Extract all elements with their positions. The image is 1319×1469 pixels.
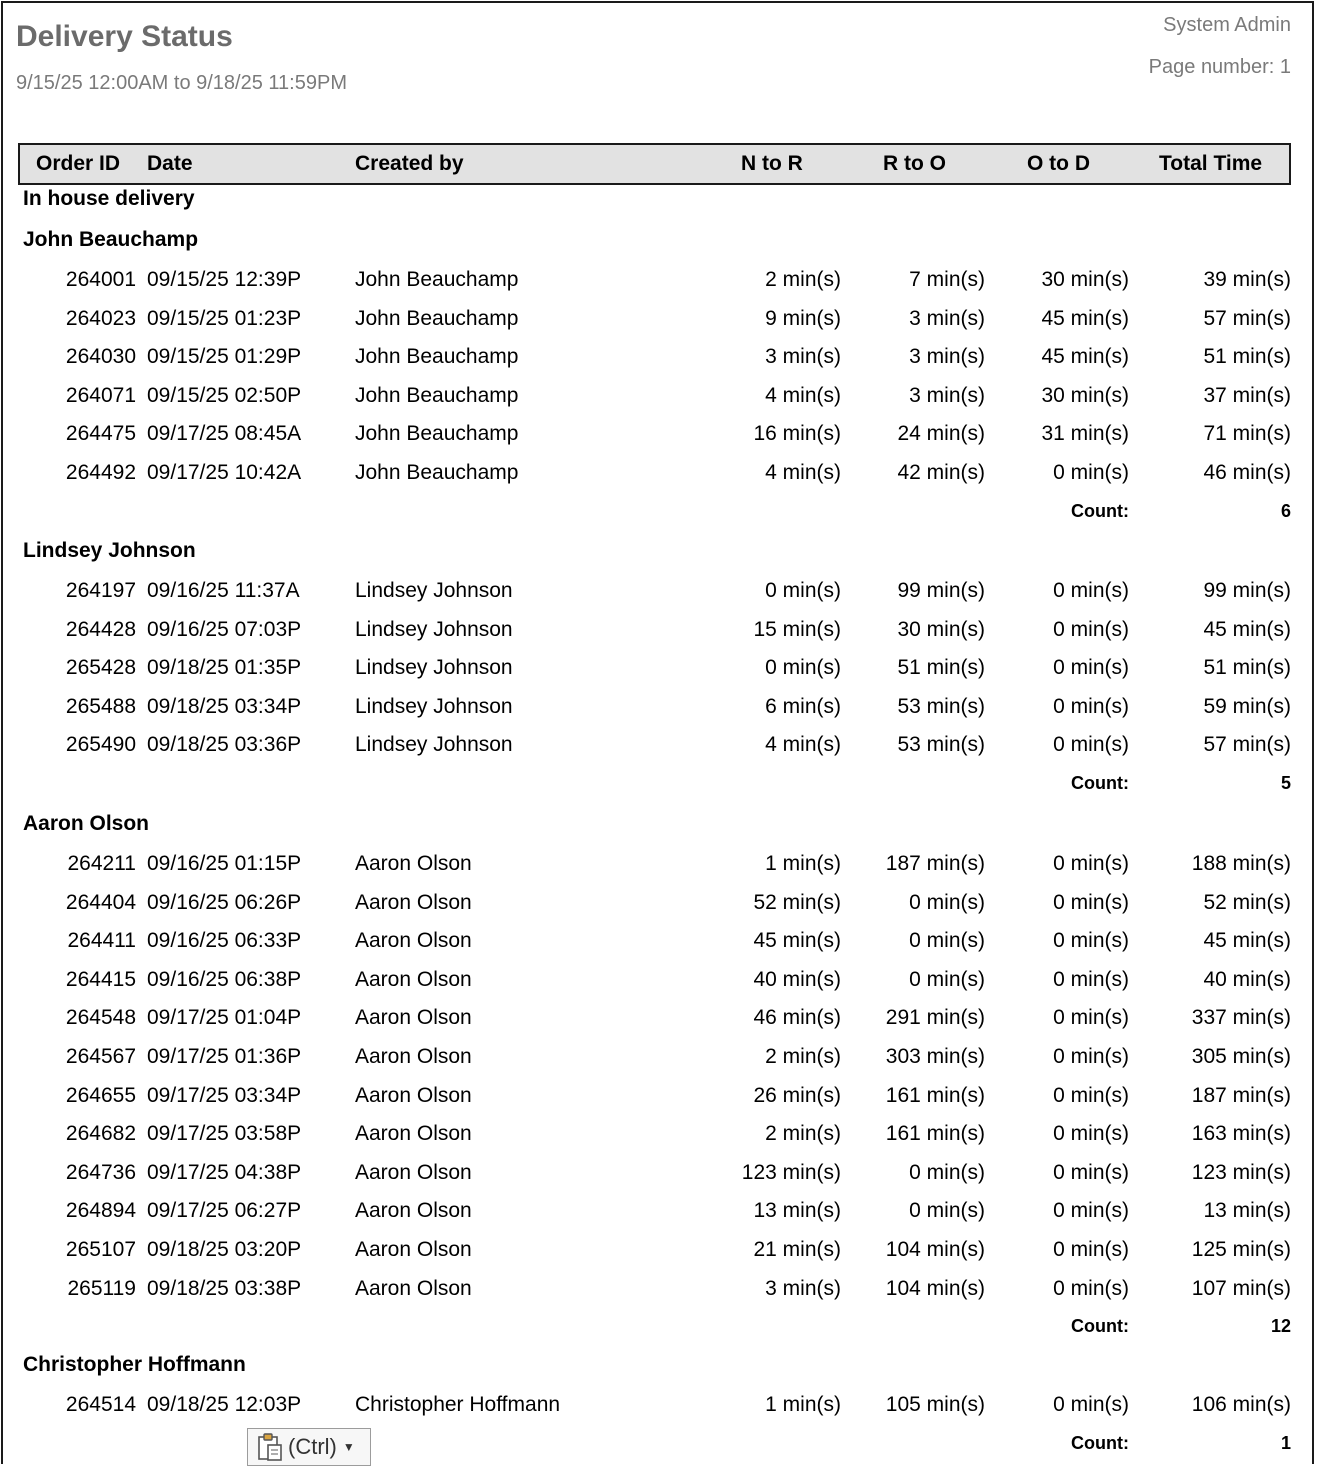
total-time-cell: 337 min(s) [1191,1006,1291,1030]
r-to-o-cell: 30 min(s) [897,617,985,641]
total-time-cell: 45 min(s) [1203,929,1291,953]
o-to-d-cell: 0 min(s) [1053,1393,1129,1416]
date-cell: 09/17/25 03:34P [147,1083,302,1107]
order-id-cell: 264197 [65,579,136,602]
n-to-r-cell: 1 min(s) [765,1393,841,1416]
n-to-r-cell: 3 min(s) [765,1276,841,1300]
o-to-d-cell: 0 min(s) [1053,733,1129,757]
table-row [0,925,1319,957]
total-time-cell: 46 min(s) [1203,461,1291,484]
o-to-d-cell: 0 min(s) [1053,1045,1129,1068]
o-to-d-cell: 0 min(s) [1053,617,1129,641]
n-to-r-cell: 1 min(s) [765,852,841,875]
n-to-r-cell: 46 min(s) [753,1006,841,1030]
report-date-range: 9/15/25 12:00AM to 9/18/25 11:59PM [16,72,347,94]
n-to-r-cell: 40 min(s) [753,967,841,991]
n-to-r-cell: 9 min(s) [765,306,841,330]
count-value: 6 [1280,500,1291,521]
date-cell: 09/16/25 07:03P [147,617,302,641]
report-title: Delivery Status [16,20,233,53]
table-row [0,729,1319,761]
o-to-d-cell: 0 min(s) [1053,1083,1129,1107]
r-to-o-cell: 3 min(s) [909,306,985,330]
count-label: Count: [1071,1316,1129,1337]
n-to-r-cell: 123 min(s) [741,1160,841,1184]
table-row [0,1002,1319,1034]
order-id-cell: 265488 [65,694,136,718]
order-id-cell: 264411 [67,929,136,953]
r-to-o-cell: 0 min(s) [909,1160,985,1184]
column-header-order-id: Order ID [36,152,121,175]
table-row [0,848,1319,880]
total-time-cell: 52 min(s) [1203,890,1291,914]
order-id-cell: 265428 [65,656,136,680]
date-cell: 09/18/25 03:36P [147,733,302,757]
total-time-cell: 71 min(s) [1203,422,1291,446]
order-id-cell: 264071 [65,383,136,407]
chevron-down-icon: ▼ [342,1440,355,1454]
n-to-r-cell: 2 min(s) [765,1122,841,1146]
table-row [0,887,1319,919]
created-by-cell: Christopher Hoffmann [355,1393,561,1416]
created-by-cell: John Beauchamp [355,422,519,446]
column-header-n-to-r: N to R [741,152,803,175]
group-label: Aaron Olson [23,812,150,835]
date-cell: 09/16/25 06:38P [147,967,302,991]
n-to-r-cell: 0 min(s) [765,579,841,602]
r-to-o-cell: 53 min(s) [897,733,985,757]
order-id-cell: 264415 [65,967,136,991]
order-id-cell: 264682 [65,1122,136,1146]
category-label: In house delivery [23,187,195,210]
r-to-o-cell: 51 min(s) [897,656,985,680]
o-to-d-cell: 45 min(s) [1041,345,1129,369]
o-to-d-cell: 30 min(s) [1041,268,1129,291]
r-to-o-cell: 105 min(s) [885,1393,985,1416]
order-id-cell: 264548 [65,1006,136,1030]
o-to-d-cell: 0 min(s) [1053,461,1129,484]
order-id-cell: 264023 [65,306,136,330]
order-id-cell: 264030 [65,345,136,369]
date-cell: 09/18/25 01:35P [147,656,302,680]
count-label: Count: [1071,500,1129,521]
date-cell: 09/18/25 03:20P [147,1238,302,1261]
order-id-cell: 264492 [65,461,136,484]
table-row [0,264,1319,296]
total-time-cell: 57 min(s) [1203,306,1291,330]
r-to-o-cell: 24 min(s) [897,422,985,446]
n-to-r-cell: 15 min(s) [753,617,841,641]
paste-options-label: (Ctrl) [288,1434,337,1459]
table-row [0,1389,1319,1421]
total-time-cell: 39 min(s) [1203,268,1291,291]
n-to-r-cell: 0 min(s) [765,656,841,680]
table-row [0,1195,1319,1227]
date-cell: 09/17/25 03:58P [147,1122,302,1146]
table-row [0,1234,1319,1266]
o-to-d-cell: 0 min(s) [1053,1199,1129,1223]
column-header-total-time: Total Time [1159,152,1263,175]
table-row [0,418,1319,450]
group-count-row [0,769,1319,797]
r-to-o-cell: 187 min(s) [885,852,985,875]
o-to-d-cell: 0 min(s) [1053,1160,1129,1184]
count-value: 1 [1280,1432,1291,1453]
total-time-cell: 40 min(s) [1203,967,1291,991]
date-cell: 09/15/25 12:39P [147,268,302,291]
n-to-r-cell: 13 min(s) [753,1199,841,1223]
created-by-cell: Aaron Olson [355,1122,472,1146]
table-row [0,691,1319,723]
r-to-o-cell: 104 min(s) [885,1238,985,1261]
group-label: Lindsey Johnson [23,539,196,562]
page-number: Page number: 1 [1148,56,1291,78]
count-value: 5 [1280,773,1291,793]
count-label: Count: [1071,773,1129,793]
table-row [0,575,1319,607]
count-value: 12 [1270,1316,1291,1337]
r-to-o-cell: 99 min(s) [897,579,985,602]
total-time-cell: 51 min(s) [1203,656,1291,680]
r-to-o-cell: 53 min(s) [897,694,985,718]
total-time-cell: 107 min(s) [1191,1276,1291,1300]
table-row [0,380,1319,412]
column-header-bar [18,143,1291,185]
order-id-cell: 265490 [65,733,136,757]
created-by-cell: Lindsey Johnson [355,656,513,680]
column-header-date: Date [147,152,193,175]
date-cell: 09/17/25 01:04P [147,1006,302,1030]
date-cell: 09/16/25 06:26P [147,890,302,914]
r-to-o-cell: 303 min(s) [885,1045,985,1068]
o-to-d-cell: 30 min(s) [1041,383,1129,407]
o-to-d-cell: 0 min(s) [1053,890,1129,914]
created-by-cell: John Beauchamp [355,383,519,407]
table-row [0,1041,1319,1073]
n-to-r-cell: 4 min(s) [765,383,841,407]
order-id-cell: 264567 [65,1045,136,1068]
created-by-cell: Aaron Olson [355,1238,472,1261]
created-by-cell: Aaron Olson [355,1199,472,1223]
created-by-cell: Lindsey Johnson [355,579,513,602]
total-time-cell: 51 min(s) [1203,345,1291,369]
o-to-d-cell: 0 min(s) [1053,967,1129,991]
n-to-r-cell: 4 min(s) [765,461,841,484]
r-to-o-cell: 0 min(s) [909,967,985,991]
o-to-d-cell: 0 min(s) [1053,852,1129,875]
total-time-cell: 305 min(s) [1191,1045,1291,1068]
table-row [0,1080,1319,1112]
r-to-o-cell: 161 min(s) [885,1083,985,1107]
created-by-cell: Aaron Olson [355,1045,472,1068]
group-count-row [0,1429,1319,1457]
o-to-d-cell: 0 min(s) [1053,694,1129,718]
created-by-cell: John Beauchamp [355,268,519,291]
order-id-cell: 264404 [65,890,136,914]
o-to-d-cell: 0 min(s) [1053,1122,1129,1146]
order-id-cell: 264001 [65,268,136,291]
group-label: John Beauchamp [23,228,199,251]
group-count-row [0,1312,1319,1340]
n-to-r-cell: 16 min(s) [753,422,841,446]
date-cell: 09/18/25 12:03P [147,1393,302,1416]
date-cell: 09/17/25 06:27P [147,1199,302,1223]
created-by-cell: Lindsey Johnson [355,617,513,641]
total-time-cell: 106 min(s) [1191,1393,1291,1416]
paste-options-button[interactable] [247,1428,371,1466]
created-by-cell: Aaron Olson [355,1006,472,1030]
table-row [0,303,1319,335]
total-time-cell: 99 min(s) [1203,579,1291,602]
date-cell: 09/15/25 01:29P [147,345,302,369]
group-count-row [0,497,1319,525]
total-time-cell: 37 min(s) [1203,383,1291,407]
count-label: Count: [1071,1432,1129,1453]
order-id-cell: 264428 [65,617,136,641]
total-time-cell: 187 min(s) [1191,1083,1291,1107]
created-by-cell: Aaron Olson [355,1276,472,1300]
created-by-cell: Lindsey Johnson [355,694,513,718]
total-time-cell: 123 min(s) [1191,1160,1291,1184]
n-to-r-cell: 4 min(s) [765,733,841,757]
table-row [0,1118,1319,1150]
table-row [0,614,1319,646]
total-time-cell: 188 min(s) [1191,852,1291,875]
order-id-cell: 265107 [65,1238,136,1261]
o-to-d-cell: 0 min(s) [1053,1276,1129,1300]
created-by-cell: Aaron Olson [355,890,472,914]
n-to-r-cell: 3 min(s) [765,345,841,369]
order-id-cell: 264894 [65,1199,136,1223]
o-to-d-cell: 0 min(s) [1053,1006,1129,1030]
date-cell: 09/17/25 10:42A [147,461,302,484]
total-time-cell: 125 min(s) [1191,1238,1291,1261]
o-to-d-cell: 31 min(s) [1041,422,1129,446]
table-row [0,1157,1319,1189]
created-by-cell: John Beauchamp [355,461,519,484]
created-by-cell: Lindsey Johnson [355,733,513,757]
column-header-o-to-d: O to D [1027,152,1090,175]
order-id-cell: 264655 [65,1083,136,1107]
r-to-o-cell: 3 min(s) [909,383,985,407]
date-cell: 09/15/25 01:23P [147,306,302,330]
n-to-r-cell: 52 min(s) [753,890,841,914]
o-to-d-cell: 0 min(s) [1053,929,1129,953]
column-header-r-to-o: R to O [883,152,946,175]
r-to-o-cell: 161 min(s) [885,1122,985,1146]
table-row [0,457,1319,489]
order-id-cell: 264736 [65,1160,136,1184]
created-by-cell: Aaron Olson [355,1083,472,1107]
order-id-cell: 264211 [67,852,136,875]
date-cell: 09/15/25 02:50P [147,383,302,407]
r-to-o-cell: 7 min(s) [909,268,985,291]
column-header-created-by: Created by [355,152,464,175]
date-cell: 09/17/25 08:45A [147,422,302,446]
date-cell: 09/16/25 01:15P [147,852,302,875]
created-by-cell: John Beauchamp [355,306,519,330]
table-row [0,1273,1319,1305]
group-label: Christopher Hoffmann [23,1353,246,1376]
r-to-o-cell: 291 min(s) [885,1006,985,1030]
total-time-cell: 45 min(s) [1203,617,1291,641]
r-to-o-cell: 0 min(s) [909,1199,985,1223]
created-by-cell: Aaron Olson [355,852,472,875]
order-id-cell: 264475 [65,422,136,446]
r-to-o-cell: 0 min(s) [909,890,985,914]
table-row [0,964,1319,996]
n-to-r-cell: 45 min(s) [753,929,841,953]
date-cell: 09/17/25 04:38P [147,1160,302,1184]
r-to-o-cell: 104 min(s) [885,1276,985,1300]
created-by-cell: Aaron Olson [355,967,472,991]
n-to-r-cell: 2 min(s) [765,1045,841,1068]
date-cell: 09/17/25 01:36P [147,1045,302,1068]
date-cell: 09/18/25 03:38P [147,1276,302,1300]
o-to-d-cell: 0 min(s) [1053,656,1129,680]
r-to-o-cell: 3 min(s) [909,345,985,369]
created-by-cell: Aaron Olson [355,1160,472,1184]
r-to-o-cell: 0 min(s) [909,929,985,953]
order-id-cell: 265119 [67,1276,136,1300]
created-by-cell: John Beauchamp [355,345,519,369]
total-time-cell: 59 min(s) [1203,694,1291,718]
clipboard-icon [256,1432,284,1462]
date-cell: 09/18/25 03:34P [147,694,302,718]
n-to-r-cell: 21 min(s) [753,1238,841,1261]
date-cell: 09/16/25 11:37A [147,579,300,602]
o-to-d-cell: 0 min(s) [1053,1238,1129,1261]
created-by-cell: Aaron Olson [355,929,472,953]
n-to-r-cell: 6 min(s) [765,694,841,718]
date-cell: 09/16/25 06:33P [147,929,302,953]
n-to-r-cell: 26 min(s) [753,1083,841,1107]
report-user: System Admin [1163,14,1291,36]
total-time-cell: 163 min(s) [1191,1122,1291,1146]
total-time-cell: 57 min(s) [1203,733,1291,757]
order-id-cell: 264514 [65,1393,136,1416]
o-to-d-cell: 45 min(s) [1041,306,1129,330]
total-time-cell: 13 min(s) [1203,1199,1291,1223]
table-row [0,652,1319,684]
table-row [0,341,1319,373]
n-to-r-cell: 2 min(s) [765,268,841,291]
r-to-o-cell: 42 min(s) [897,461,985,484]
o-to-d-cell: 0 min(s) [1053,579,1129,602]
